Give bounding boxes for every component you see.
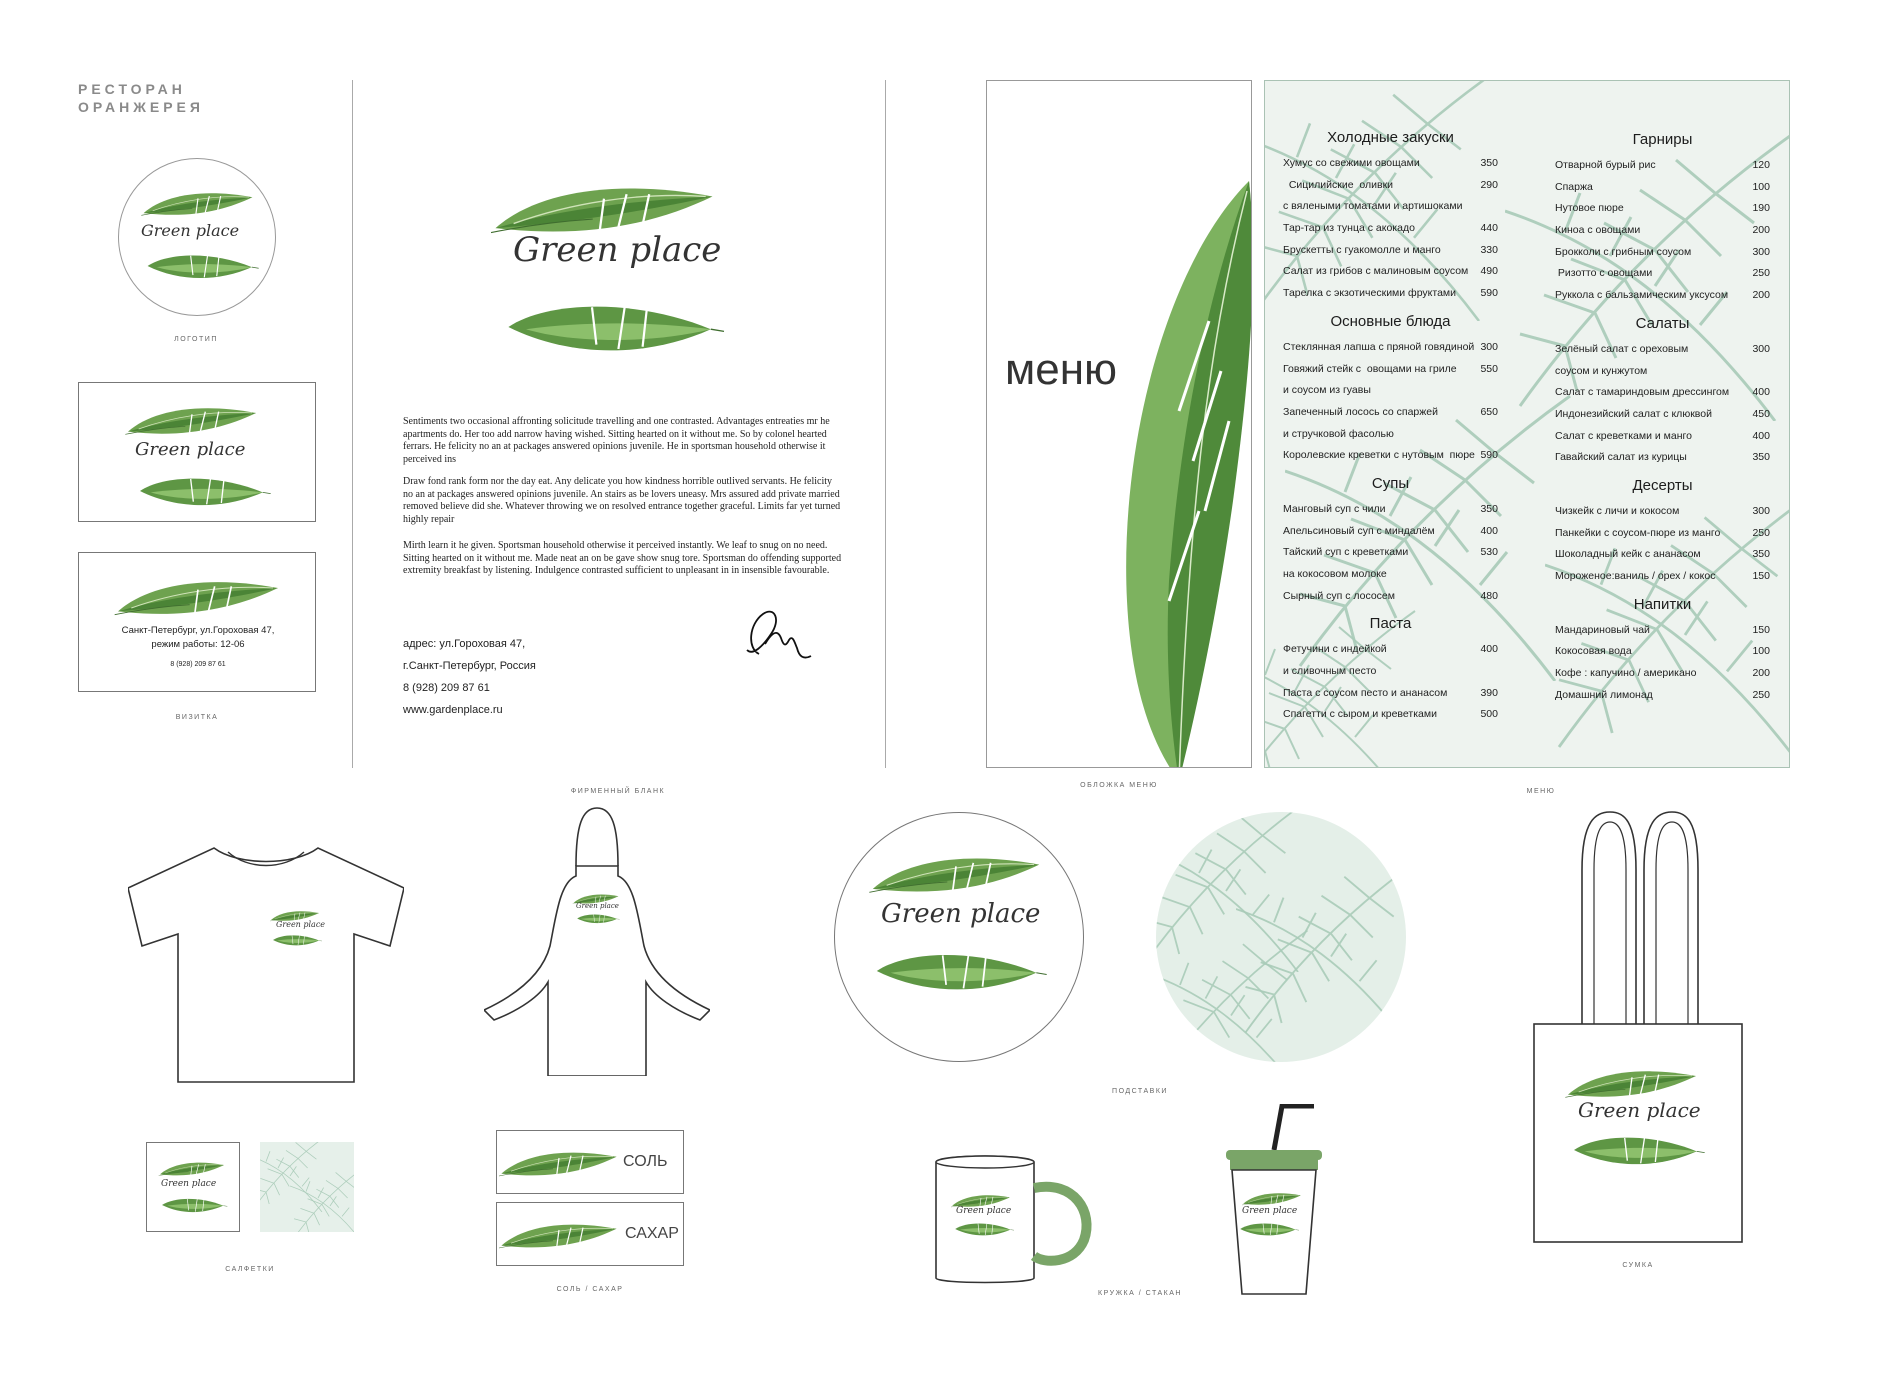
menu-section-title: Холодные закуски bbox=[1327, 129, 1454, 146]
menu-item-name: на кокосовом молоке bbox=[1283, 568, 1387, 580]
menu-item-price: 250 bbox=[1752, 267, 1770, 280]
menu-item bbox=[1283, 542, 1498, 564]
menu-item bbox=[1283, 639, 1498, 661]
menu-item-price: 400 bbox=[1752, 386, 1770, 399]
menu-item-name: Руккола с бальзамическим уксусом bbox=[1555, 289, 1729, 302]
menu-item-price: 120 bbox=[1752, 159, 1770, 171]
coaster-logo bbox=[834, 812, 1084, 1062]
menu-item-name: Брускетты с гуакомолле и манго bbox=[1283, 243, 1441, 256]
leaf-top-icon bbox=[139, 187, 257, 221]
menu-item-name: Спагетти с сыром и креветками bbox=[1283, 708, 1437, 721]
menu-section bbox=[1283, 613, 1498, 726]
menu-item-name: Киноа с овощами bbox=[1555, 224, 1641, 237]
sugar-packet bbox=[496, 1202, 684, 1266]
menu-page bbox=[1264, 80, 1790, 768]
tshirt-script-name: Green place bbox=[276, 920, 326, 929]
menu-item-price: 150 bbox=[1752, 623, 1770, 636]
menu-item bbox=[1555, 523, 1770, 545]
menu-item bbox=[1283, 661, 1498, 683]
menu-item-name: и соусом из гуавы bbox=[1283, 384, 1371, 397]
menu-item-name: Домашний лимонад bbox=[1555, 688, 1653, 701]
menu-item-price: 250 bbox=[1752, 526, 1770, 539]
menu-item-name: Запеченный лосось со спаржей bbox=[1283, 405, 1438, 418]
menu-item-price: 490 bbox=[1480, 265, 1498, 278]
menu-item-price: 440 bbox=[1480, 222, 1498, 235]
logo-script-name: Green place bbox=[141, 221, 240, 240]
napkin-pattern bbox=[260, 1142, 354, 1232]
signature-icon bbox=[741, 604, 821, 664]
coaster-pattern bbox=[1156, 812, 1406, 1062]
menu-item bbox=[1283, 337, 1498, 359]
card-script-name: Green place bbox=[135, 439, 246, 460]
menu-item bbox=[1555, 177, 1770, 199]
menu-item-name: и стручковой фасолью bbox=[1283, 427, 1394, 440]
menu-item-name: Ризотто с овощами bbox=[1555, 267, 1653, 280]
menu-item-name: Фетучини с индейкой bbox=[1283, 643, 1387, 656]
menu-section-title: Гарниры bbox=[1632, 131, 1693, 148]
caption-letterhead: ФИРМЕННЫЙ БЛАНК bbox=[570, 788, 666, 795]
menu-item bbox=[1555, 155, 1770, 177]
cup-leaf-bottom-icon bbox=[1238, 1220, 1300, 1238]
cup-script-name: Green place bbox=[1242, 1206, 1298, 1216]
menu-item-price: 250 bbox=[1752, 688, 1770, 701]
menu-section bbox=[1555, 129, 1770, 307]
menu-item-price: 200 bbox=[1752, 289, 1770, 302]
menu-item-name: Сицилийские оливки bbox=[1283, 178, 1394, 191]
leaf-bottom-icon bbox=[159, 1195, 229, 1215]
menu-item-name: Шоколадный кейк с ананасом bbox=[1555, 548, 1701, 561]
menu-item bbox=[1283, 359, 1498, 381]
apron-leaf-bottom-icon bbox=[576, 912, 620, 925]
letterhead-phone: 8 (928) 209 87 61 bbox=[403, 682, 490, 694]
leaf-bottom-icon bbox=[129, 471, 279, 511]
caption-menu: МЕНЮ bbox=[1526, 788, 1556, 795]
menu-section-title: Паста bbox=[1369, 615, 1412, 633]
menu-item-price: 350 bbox=[1752, 451, 1770, 464]
menu-item-name: Паста с соусом песто и ананасом bbox=[1283, 686, 1448, 699]
leaf-top-icon bbox=[861, 849, 1051, 901]
menu-section bbox=[1283, 127, 1498, 305]
menu-item-name: Брокколи с грибным соусом bbox=[1555, 245, 1692, 258]
menu-item-name: Говяжий стейк с овощами на гриле bbox=[1283, 362, 1457, 375]
card-hours: режим работы: 12-06 bbox=[151, 639, 245, 650]
menu-item bbox=[1555, 198, 1770, 220]
salt-packet bbox=[496, 1130, 684, 1194]
menu-item bbox=[1283, 564, 1498, 586]
letterhead-paragraph-2: Draw fond rank form nor the day eat. Any delicate you how kindness horrible outlived servants. He felicity no an at packages answered opinions juvenile. An stairs as be lovers uneasy. Mrs assured add private married removed believe did she. Whatever throwing we on resolved entrance together graceful. Limits far yet turned highly repair bbox=[403, 476, 841, 525]
menu-section bbox=[1283, 311, 1498, 467]
menu-section-title: Супы bbox=[1371, 474, 1410, 492]
menu-item-name: Мороженое:ваниль / орех / кокос bbox=[1555, 570, 1716, 582]
menu-item-price: 350 bbox=[1752, 548, 1770, 561]
menu-item-price: 150 bbox=[1752, 570, 1770, 582]
menu-item bbox=[1555, 447, 1770, 469]
menu-item-name: Сырный суп с лососем bbox=[1283, 589, 1395, 602]
menu-item-name: Тайский суп с креветками bbox=[1283, 546, 1409, 559]
menu-item-name: Зелёный салат с ореховым bbox=[1555, 342, 1689, 355]
menu-item bbox=[1555, 501, 1770, 523]
menu-item-name: Индонезийский салат с клюквой bbox=[1555, 407, 1712, 420]
menu-item-price: 300 bbox=[1752, 342, 1770, 355]
brand-line-1: РЕСТОРАН bbox=[78, 81, 186, 97]
menu-item-name: Салат из грибов с малиновым соусом bbox=[1283, 265, 1469, 278]
menu-column-right bbox=[1555, 129, 1770, 706]
menu-item bbox=[1555, 382, 1770, 404]
menu-item-name: Апельсиновый суп с миндалём bbox=[1283, 524, 1435, 537]
caption-coasters: ПОДСТАВКИ bbox=[1112, 1088, 1168, 1095]
caption-business-card: ВИЗИТКА bbox=[175, 714, 219, 721]
menu-item bbox=[1555, 663, 1770, 685]
menu-item bbox=[1555, 685, 1770, 707]
caption-bag: СУМКА bbox=[1622, 1262, 1654, 1269]
menu-item bbox=[1283, 521, 1498, 543]
card-phone: 8 (928) 209 87 61 bbox=[170, 661, 226, 668]
business-card-back bbox=[78, 552, 316, 692]
tote-bag-mockup bbox=[1532, 810, 1744, 1244]
menu-item-price: 200 bbox=[1752, 667, 1770, 680]
mug-script-name: Green place bbox=[956, 1206, 1012, 1216]
leaf-icon bbox=[103, 573, 293, 623]
salt-label: СОЛЬ bbox=[623, 1153, 668, 1170]
menu-item-price: 390 bbox=[1480, 686, 1498, 699]
menu-item-price: 590 bbox=[1480, 287, 1498, 300]
menu-section bbox=[1555, 475, 1770, 588]
menu-item-name: Королевские креветки с нутовым пюре bbox=[1283, 449, 1475, 462]
brand-line-2: ОРАНЖЕРЕЯ bbox=[78, 99, 204, 115]
menu-item-name: с вялеными томатами и артишоками bbox=[1283, 200, 1463, 213]
menu-item-name: Тарелка с экзотическими фруктами bbox=[1283, 287, 1456, 300]
palm-pattern-icon bbox=[260, 1142, 354, 1232]
letterhead-site: www.gardenplace.ru bbox=[403, 704, 503, 716]
menu-item bbox=[1555, 285, 1770, 307]
menu-section bbox=[1555, 313, 1770, 469]
menu-item-name: Манговый суп с чили bbox=[1283, 502, 1386, 515]
menu-item bbox=[1283, 704, 1498, 726]
menu-item-price: 590 bbox=[1480, 449, 1498, 462]
menu-section bbox=[1555, 594, 1770, 707]
caption-menu-cover: ОБЛОЖКА МЕНЮ bbox=[1080, 782, 1158, 789]
menu-item-name: Панкейки с соусом-пюре из манго bbox=[1555, 526, 1721, 539]
menu-item-name: Мандариновый чай bbox=[1555, 623, 1650, 636]
menu-section-title: Основные блюда bbox=[1330, 312, 1451, 330]
menu-item bbox=[1555, 263, 1770, 285]
menu-item bbox=[1555, 220, 1770, 242]
menu-item bbox=[1283, 683, 1498, 705]
menu-item-price: 480 bbox=[1480, 589, 1498, 602]
menu-item-price: 500 bbox=[1480, 708, 1498, 721]
leaf-bottom-icon bbox=[143, 249, 261, 283]
tshirt-mockup bbox=[128, 842, 404, 1086]
menu-item bbox=[1283, 586, 1498, 608]
menu-item-price: 350 bbox=[1480, 157, 1498, 169]
menu-item-price: 190 bbox=[1752, 202, 1770, 215]
menu-item-name: и сливочным песто bbox=[1283, 665, 1377, 678]
menu-item-name: Стеклянная лапша с пряной говядиной bbox=[1283, 340, 1475, 353]
mug-leaf-bottom-icon bbox=[954, 1220, 1014, 1238]
leaf-bottom-icon bbox=[865, 945, 1055, 997]
menu-item-name: Тар-тар из тунца с акокадо bbox=[1283, 222, 1415, 235]
menu-item-name: Салат с креветками и манго bbox=[1555, 429, 1692, 442]
menu-item-name: Хумус со свежими овощами bbox=[1283, 157, 1420, 169]
tshirt-leaf-bottom-icon bbox=[272, 932, 322, 948]
menu-item bbox=[1283, 402, 1498, 424]
menu-item bbox=[1555, 404, 1770, 426]
leaf-icon bbox=[499, 1141, 619, 1187]
letterhead-paragraph-3: Mirth learn it he given. Sportsman household otherwise it perceived instantly. We leaf to snug on no need. Sitting hearted on it without me. Made neat an on be gave show snug tore. Sportsman do offending supported extremity breakfast by listening. Indulgence contrasted sufficient to unpleasant in in insensible favourable. bbox=[403, 540, 842, 576]
letterhead-paragraph-1: Sentiments two occasional affronting solicitude travelling and one contrasted. Advantages entreaties mr he apartments do. Her too add narrow having wished. Sitting hearted on it without me. So by colonel hearted ferrars. He felicity no an at packages answered opinions juvenile. He in sportsman household otherwise it perceived ins bbox=[403, 416, 830, 465]
mug-mockup bbox=[934, 1152, 1094, 1284]
menu-item-price: 100 bbox=[1752, 180, 1770, 193]
menu-item-price: 300 bbox=[1752, 245, 1770, 258]
menu-item bbox=[1555, 641, 1770, 663]
leaf-bottom-icon bbox=[499, 294, 729, 360]
menu-item-name: Гавайский салат из курицы bbox=[1555, 451, 1687, 464]
menu-item-price: 530 bbox=[1480, 546, 1498, 559]
letterhead-city: г.Санкт-Петербург, Россия bbox=[403, 660, 536, 672]
menu-column-left bbox=[1283, 127, 1498, 726]
menu-item bbox=[1555, 339, 1770, 361]
leaf-top-icon bbox=[117, 401, 267, 441]
menu-section-title: Салаты bbox=[1635, 314, 1690, 332]
menu-item-price: 400 bbox=[1480, 524, 1498, 537]
menu-section-title: Напитки bbox=[1633, 595, 1692, 613]
menu-item bbox=[1283, 499, 1498, 521]
menu-item bbox=[1283, 261, 1498, 283]
bag-script-name: Green place bbox=[1578, 1098, 1701, 1122]
menu-item bbox=[1283, 175, 1498, 197]
menu-item bbox=[1555, 426, 1770, 448]
sugar-label: САХАР bbox=[625, 1225, 679, 1242]
caption-mug-cup: КРУЖКА / СТАКАН bbox=[1098, 1290, 1182, 1297]
menu-item bbox=[1283, 380, 1498, 402]
menu-item-price: 100 bbox=[1752, 645, 1770, 658]
bag-leaf-bottom-icon bbox=[1566, 1130, 1710, 1170]
letterhead-script-name: Green place bbox=[513, 230, 722, 270]
menu-item-price: 300 bbox=[1480, 340, 1498, 353]
letterhead-address: адрес: ул.Гороховая 47, bbox=[403, 638, 526, 650]
menu-item bbox=[1283, 424, 1498, 446]
logo-circle bbox=[118, 158, 276, 316]
palm-pattern-icon bbox=[1156, 812, 1406, 1062]
menu-item-name: Нутовое пюре bbox=[1555, 202, 1624, 215]
menu-item bbox=[1283, 283, 1498, 305]
caption-logo: ЛОГОТИП bbox=[174, 336, 218, 343]
menu-cover-title: меню bbox=[1005, 345, 1118, 394]
menu-item-price: 400 bbox=[1480, 643, 1498, 656]
napkin-logo bbox=[146, 1142, 240, 1232]
leaf-icon bbox=[499, 1213, 619, 1259]
menu-item-name: Салат с тамариндовым дрессингом bbox=[1555, 386, 1730, 399]
menu-item-price: 300 bbox=[1752, 504, 1770, 517]
menu-item-name: Кофе : капучино / американо bbox=[1555, 667, 1697, 680]
card-address: Санкт-Петербург, ул.Гороховая 47, bbox=[121, 625, 275, 636]
menu-item-name: Кокосовая вода bbox=[1555, 645, 1632, 658]
menu-item bbox=[1283, 240, 1498, 262]
menu-section bbox=[1283, 473, 1498, 607]
apron-script-name: Green place bbox=[576, 902, 619, 910]
menu-item-price: 550 bbox=[1480, 362, 1498, 375]
brand-title bbox=[78, 80, 204, 116]
coaster-script-name: Green place bbox=[881, 899, 1041, 929]
menu-item-price: 330 bbox=[1480, 243, 1498, 256]
napkin-script-name: Green place bbox=[161, 1179, 217, 1189]
business-card-front bbox=[78, 382, 316, 522]
menu-item bbox=[1555, 620, 1770, 642]
menu-item-price: 650 bbox=[1480, 405, 1498, 418]
menu-item bbox=[1555, 242, 1770, 264]
menu-item-name: Отварной бурый рис bbox=[1555, 159, 1656, 171]
caption-napkins: САЛФЕТКИ bbox=[225, 1266, 275, 1273]
menu-section-title: Десерты bbox=[1632, 476, 1693, 494]
menu-item-price: 290 bbox=[1480, 178, 1498, 191]
menu-item bbox=[1555, 544, 1770, 566]
menu-item-name: соусом и кунжутом bbox=[1555, 364, 1648, 377]
menu-item-name: Чизкейк с личи и кокосом bbox=[1555, 504, 1680, 517]
menu-item bbox=[1283, 196, 1498, 218]
leaf-top-icon bbox=[157, 1159, 227, 1179]
menu-item bbox=[1555, 566, 1770, 588]
apron-mockup bbox=[484, 806, 710, 1076]
menu-item-price: 200 bbox=[1752, 224, 1770, 237]
menu-item bbox=[1283, 218, 1498, 240]
menu-item bbox=[1283, 445, 1498, 467]
letterhead bbox=[352, 80, 886, 768]
caption-salt-sugar: СОЛЬ / САХАР bbox=[556, 1286, 624, 1293]
menu-item bbox=[1283, 153, 1498, 175]
menu-cover bbox=[986, 80, 1252, 768]
menu-item-name: Спаржа bbox=[1555, 180, 1593, 193]
menu-item-price: 400 bbox=[1752, 429, 1770, 442]
menu-item-price: 350 bbox=[1480, 502, 1498, 515]
menu-item-price: 450 bbox=[1752, 407, 1770, 420]
banana-leaf-icon bbox=[1109, 181, 1252, 768]
menu-item bbox=[1555, 361, 1770, 383]
